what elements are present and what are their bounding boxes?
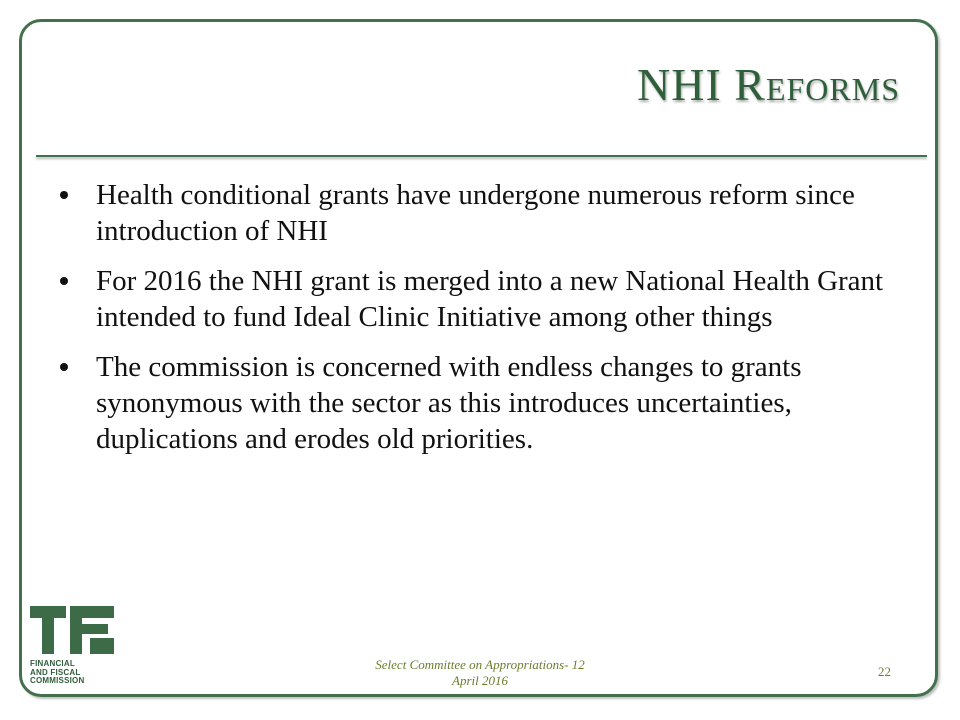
slide-footer — [330, 657, 630, 689]
bullet-item — [56, 177, 916, 249]
bullet-text: For 2016 the NHI grant is merged into a new National Health Grant intended to fund Ideal Clinic Initiative among other things — [96, 265, 884, 333]
logo-line: FINANCIAL — [30, 659, 75, 668]
logo-caption — [30, 660, 84, 686]
bullet-text: Health conditional grants have undergone numerous reform since introduction of NHI — [96, 179, 855, 247]
bullet-dot-icon — [60, 191, 68, 199]
slide-title: NHI Reforms — [637, 59, 900, 110]
bullet-dot-icon — [60, 363, 68, 371]
page-number: 22 — [878, 664, 891, 679]
bullet-list — [56, 177, 916, 471]
bullet-item — [56, 349, 916, 457]
bullet-text: The commission is concerned with endless changes to grants synonymous with the sector as this introduces uncertainties, duplications and erodes old priorities. — [96, 351, 802, 455]
title-divider — [36, 155, 927, 157]
logo-line: AND FISCAL — [30, 667, 81, 677]
footer-line: April 2016 — [452, 673, 508, 688]
bullet-dot-icon — [60, 277, 68, 285]
footer-line: Select Committee on Appropriations- 12 — [375, 657, 585, 672]
logo-line: COMMISSION — [30, 676, 85, 685]
bullet-item — [56, 263, 916, 335]
